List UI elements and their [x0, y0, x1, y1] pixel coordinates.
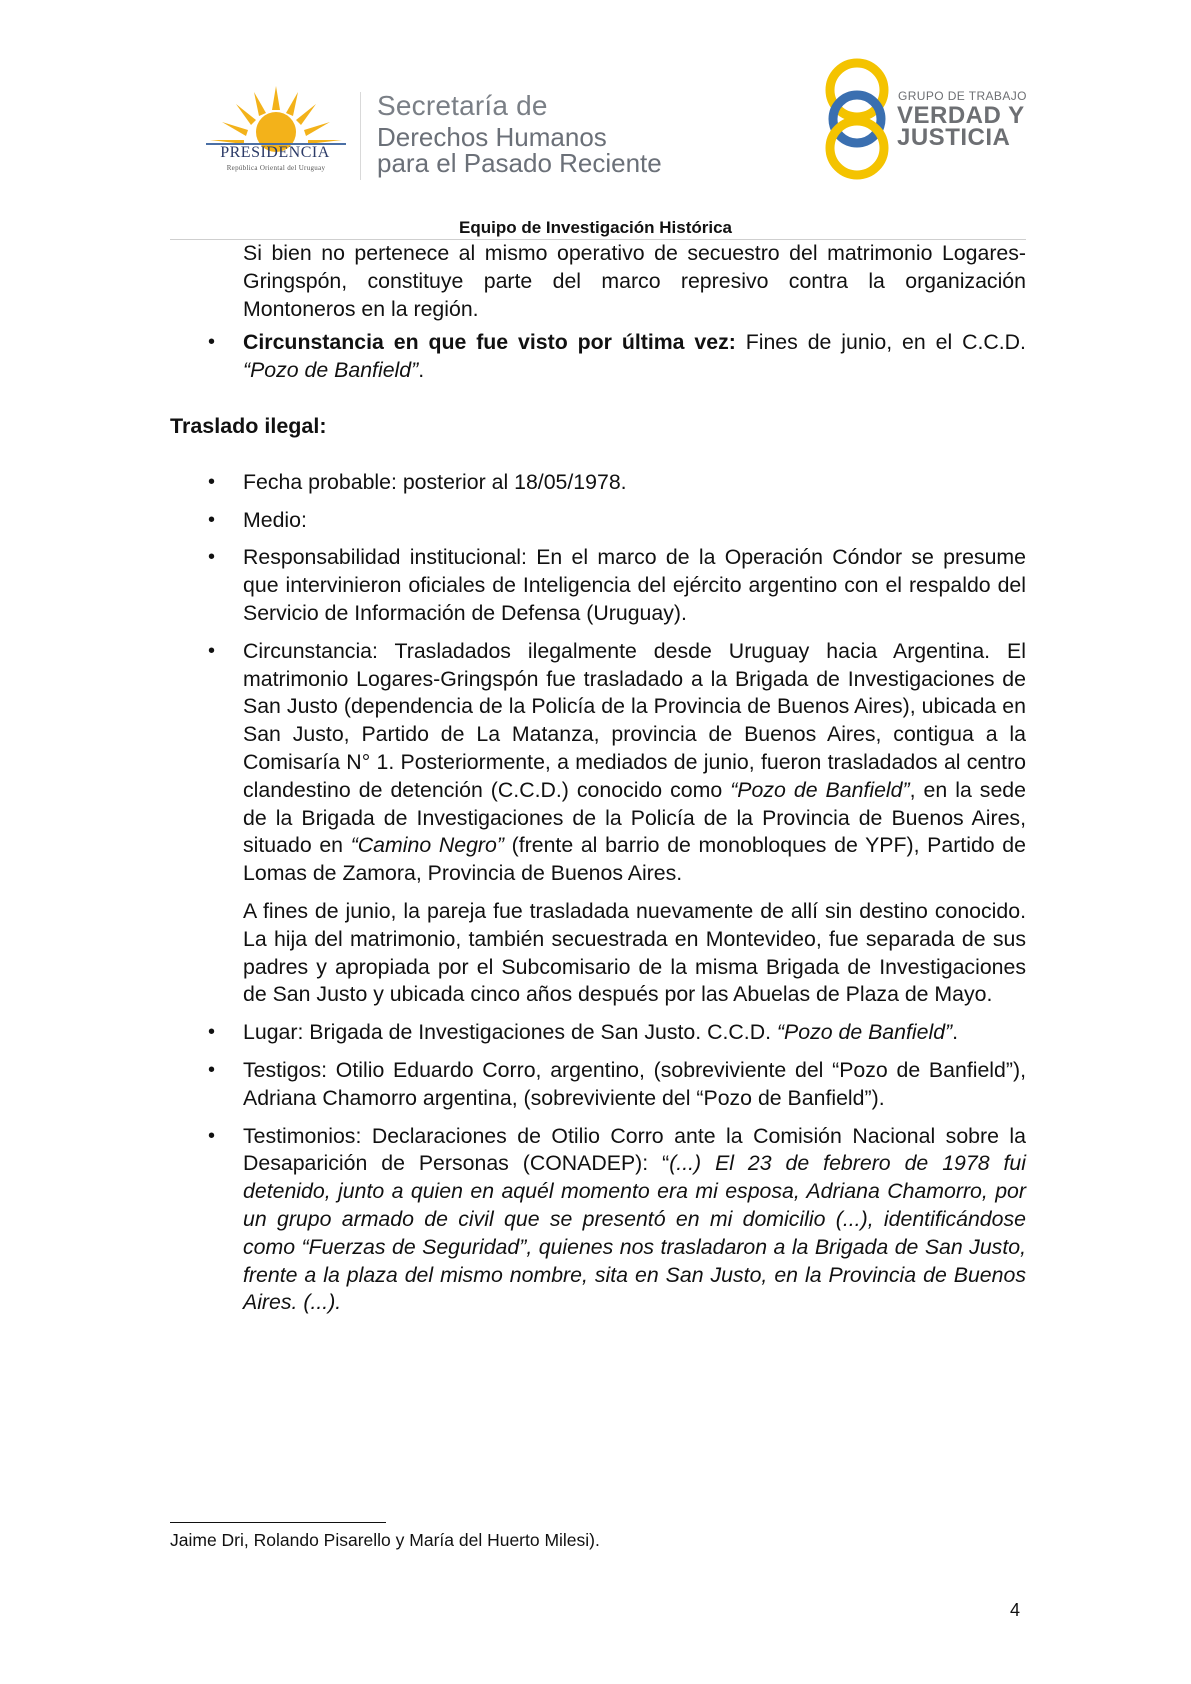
- circunstancia-italic-1: “Pozo de Banfield”: [730, 777, 910, 802]
- footnote: Jaime Dri, Rolando Pisarello y María del Huerto Milesi).: [170, 1530, 600, 1550]
- lugar-italic: “Pozo de Banfield”: [776, 1020, 953, 1045]
- page-number: 4: [1010, 1600, 1021, 1620]
- lugar-end: .: [952, 1020, 959, 1045]
- list-item-medio: [170, 507, 1026, 535]
- responsabilidad-text: Responsabilidad institucional: En el marco de la Operación Cóndor se presume que intervinieron oficiales de Inteligencia del ejército argentino con el respaldo del Servicio de Información de Defensa (Uruguay).: [243, 545, 1026, 625]
- testigos-text: Testigos: Otilio Eduardo Corro, argentino, (sobreviviente del “Pozo de Banfield”), Adriana Chamorro argentina, (sobreviviente del “Pozo de Banfield”).: [243, 1057, 1026, 1110]
- presidencia-wordmark: PRESIDENCIA: [220, 144, 330, 161]
- fecha-text: Fecha probable: posterior al 18/05/1978.: [243, 469, 627, 494]
- list-item-last-seen: [170, 329, 1026, 385]
- page-header: [0, 0, 1191, 240]
- footnote-rule: [170, 1522, 386, 1523]
- list-item-circunstancia: [170, 638, 1026, 888]
- list-item-testigos: [170, 1057, 1026, 1113]
- secretaria-line-3: para el Pasado Reciente: [377, 148, 662, 178]
- document-body: [170, 240, 1026, 1317]
- gvj-line-3: JUSTICIA: [897, 124, 1011, 151]
- bullet-icon: •: [208, 508, 216, 531]
- secretaria-line-2: Derechos Humanos: [377, 122, 607, 152]
- last-seen-label: Circunstancia en que fue visto por última vez:: [243, 330, 736, 355]
- list-item-responsabilidad: [170, 544, 1026, 627]
- circunstancia-part-3: (frente al barrio de monobloques de YPF), Partido de Lomas de Zamora, Provincia de Buenos Aires.: [243, 833, 1026, 886]
- list-item-fecha: [170, 469, 1026, 497]
- bullet-icon: •: [208, 639, 216, 662]
- bullet-icon: •: [208, 331, 216, 354]
- medio-text: Medio:: [243, 507, 307, 532]
- team-title: Equipo de Investigación Histórica: [459, 218, 732, 237]
- bullet-icon: •: [208, 1058, 216, 1081]
- last-seen-text: Fines de junio, en el C.C.D.: [735, 330, 1026, 355]
- bullet-icon: •: [208, 546, 216, 569]
- logo-divider: [360, 92, 361, 180]
- circunstancia-part-2: , en la sede de la Brigada de Investigaciones de la Policía de la Provincia de Buenos Aires, situado en: [243, 777, 1026, 858]
- testimonios-text: Testimonios: Declaraciones de Otilio Corro ante la Comisión Nacional sobre la Desaparición de Personas (CONADEP): “: [243, 1123, 1026, 1176]
- bullet-icon: •: [208, 1021, 216, 1044]
- bullet-icon: •: [208, 470, 216, 493]
- list-item-lugar: [170, 1019, 1026, 1047]
- gvj-line-1: GRUPO DE TRABAJO: [898, 89, 1027, 103]
- testimonios-quote: (...) El 23 de febrero de 1978 fui detenido, junto a quien en aquél momento era mi esposa, Adriana Chamorro, por un grupo armado de civil que se presentó en mi domicilio (...), identificándose como “Fuerzas de Seguridad”, quienes nos trasladaron a la Brigada de San Justo, frente a la plaza del mismo nombre, sita en San Justo, en la Provincia de Buenos Aires. (...).: [243, 1151, 1026, 1315]
- lugar-text: Lugar: Brigada de Investigaciones de San Justo. C.C.D.: [243, 1020, 777, 1045]
- bullet-icon: •: [208, 1124, 216, 1147]
- linked-rings-icon: [822, 58, 892, 180]
- circunstancia-italic-2: “Camino Negro”: [350, 833, 504, 858]
- last-seen-end: .: [418, 358, 425, 383]
- list-item-testimonios: [170, 1123, 1026, 1318]
- fines-junio-paragraph: A fines de junio, la pareja fue trasladada nuevamente de allí sin destino conocido. La hija del matrimonio, también secuestrada en Montevideo, fue separada de sus padres y apropiada por el Subcomisario de la misma Brigada de Investigaciones de San Justo y ubicada cinco años después por las Abuelas de Plaza de Mayo.: [243, 898, 1026, 1007]
- circunstancia-part-1: Circunstancia: Trasladados ilegalmente desde Uruguay hacia Argentina. El matrimonio Logares-Gringspón fue trasladado a la Brigada de Investigaciones de San Justo (dependencia de la Policía de la Provincia de Buenos Aires), ubicada en San Justo, Partido de La Matanza, provincia de Buenos Aires, contigua a la Comisaría N° 1. Posteriormente, a mediados de junio, fueron trasladados al centro clandestino de detención (C.C.D.) conocido como: [243, 638, 1026, 802]
- last-seen-place: “Pozo de Banfield”: [243, 358, 419, 383]
- presidencia-subtitle: República Oriental del Uruguay: [226, 164, 326, 172]
- secretaria-line-1: Secretaría de: [377, 90, 548, 121]
- intro-paragraph: Si bien no pertenece al mismo operativo de secuestro del matrimonio Logares-Gringspón, constituye parte del marco represivo contra la organización Montoneros en la región.: [243, 241, 1026, 321]
- section-heading: Traslado ilegal:: [170, 413, 327, 438]
- gvj-line-2: VERDAD Y: [897, 102, 1025, 129]
